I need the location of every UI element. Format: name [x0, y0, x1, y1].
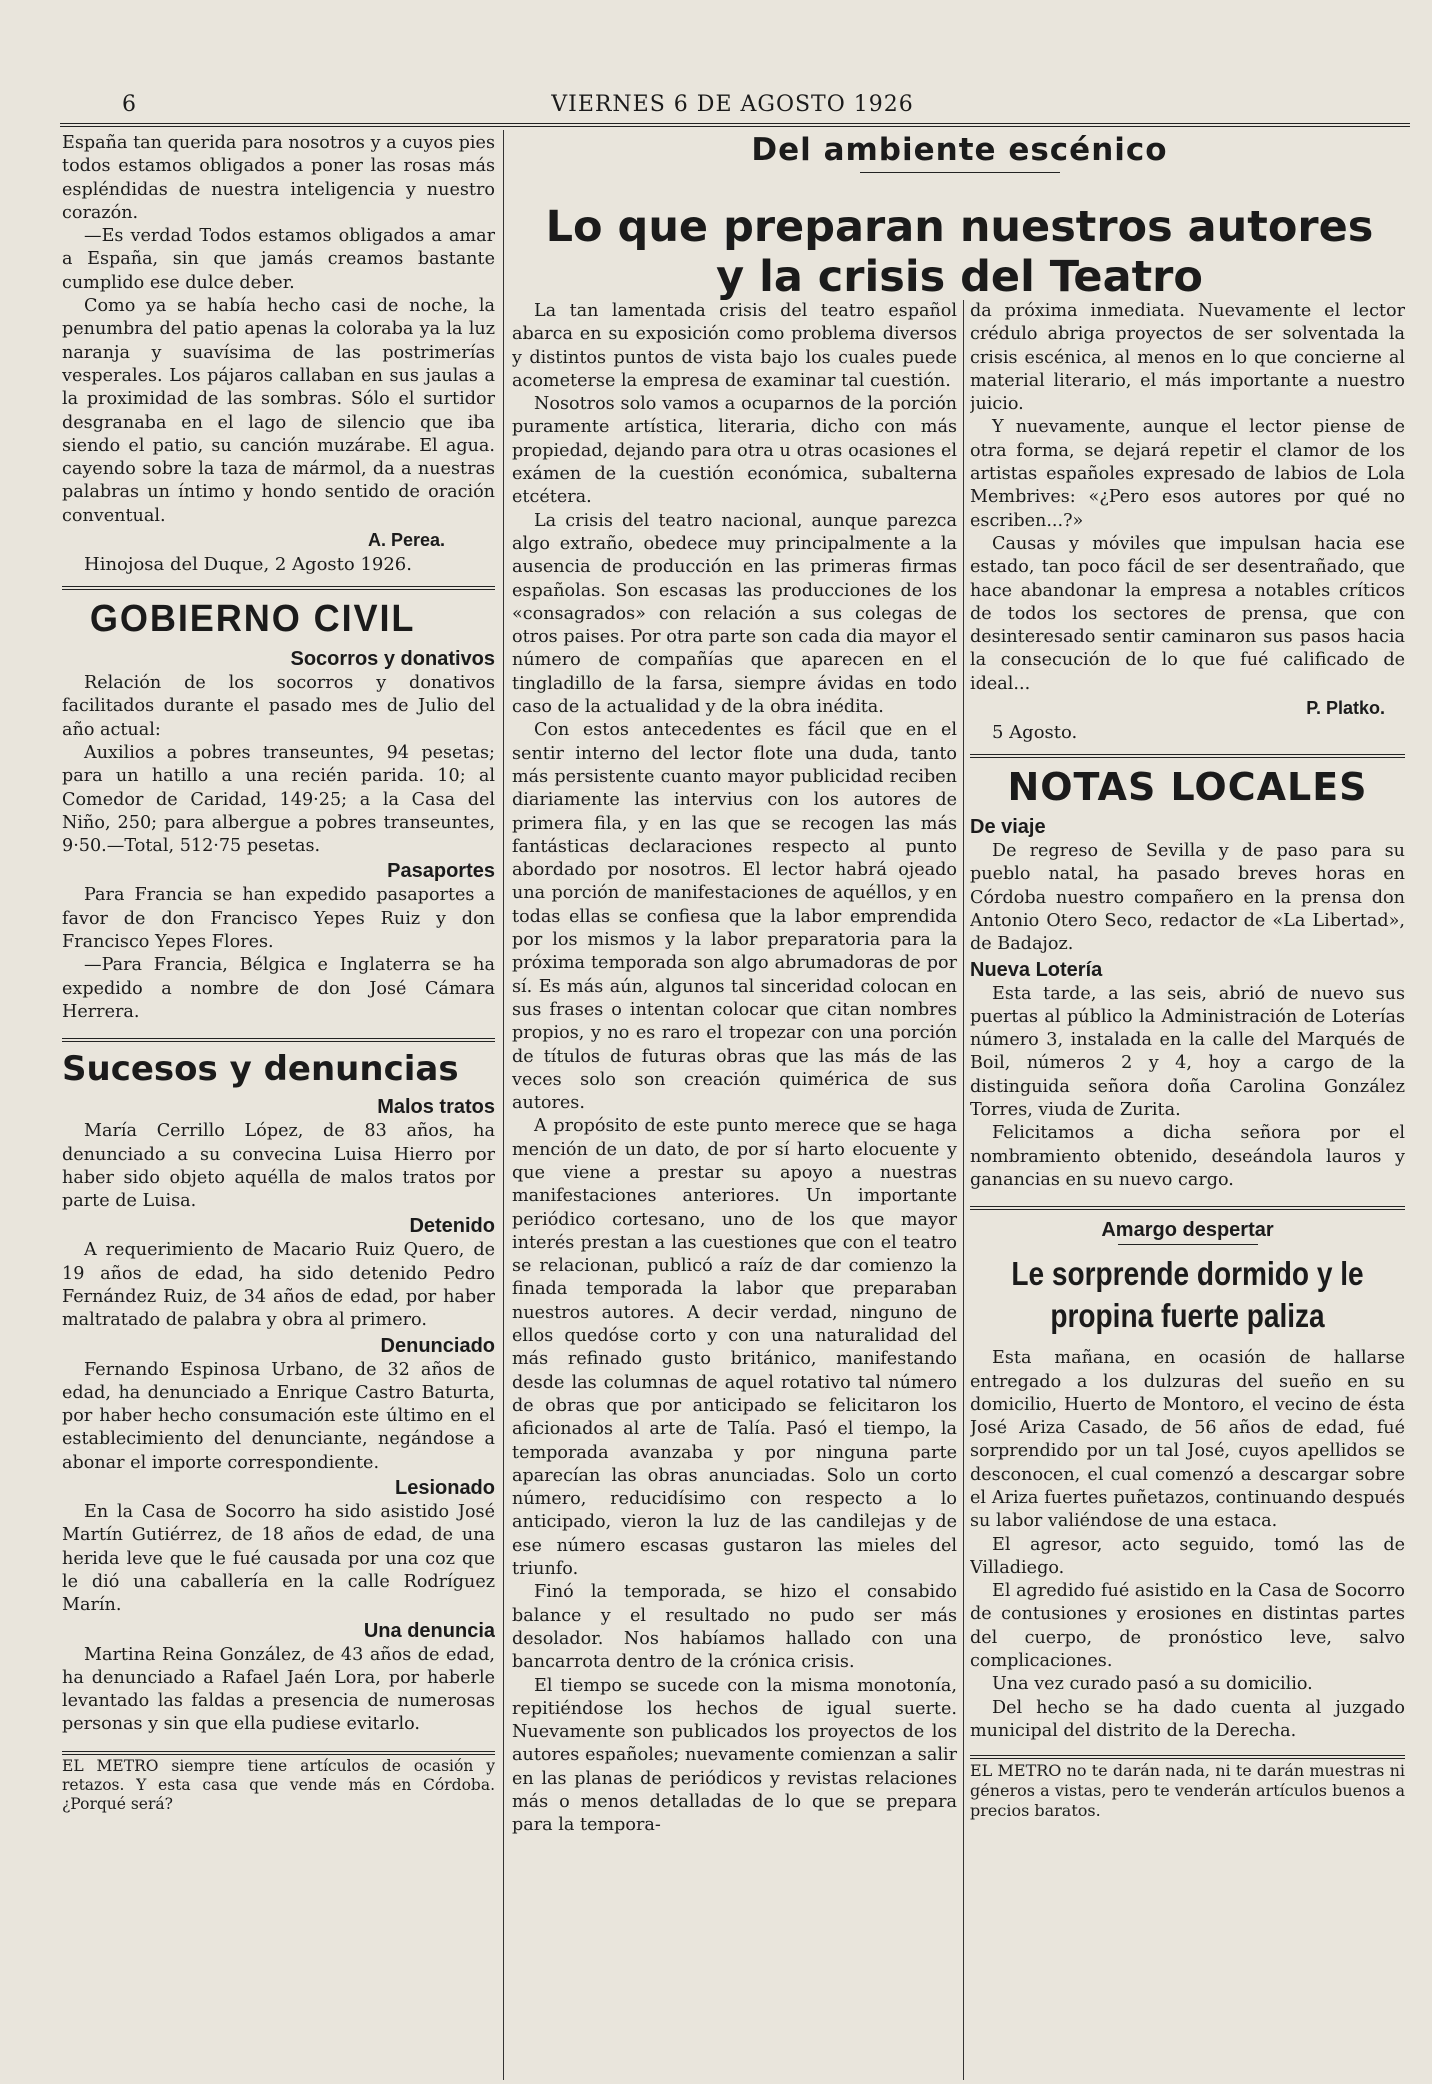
section-rule	[970, 1755, 1405, 1759]
article-paragraph: Relación de los socorros y donativos facilitados durante el pasado mes de Julio del año actual:	[62, 673, 495, 740]
article-paragraph: Nosotros solo vamos a ocuparnos de la porción puramente artística, literaria, dicho con más propiedad, dejando para otra u otras ocasiones el exámen de la cuestión económica, subalterna etcétera.	[512, 394, 957, 508]
kicker-rule	[860, 172, 1060, 173]
metro-ad-left: EL METRO siempre tiene artículos de ocasión y retazos. Y esta casa que vende más en Córdoba. ¿Porqué será?	[62, 1756, 495, 1813]
section-rule	[62, 1038, 495, 1042]
article-paragraph: Causas y móviles que impulsan hacia ese estado, tan poco fácil de ser desentrañado, que hace abandonar la empresa a notables críticos de todos los sectores de prensa, que con desinteresado sentir caminaron sus pasos hacia la consecución de lo que fué calificado de ideal...	[970, 533, 1405, 694]
subheading-de-viaje: De viaje	[970, 816, 1046, 839]
subheading-pasaportes: Pasaportes	[387, 860, 495, 883]
kicker-rule	[1118, 1244, 1258, 1245]
article-paragraph: El agresor, acto seguido, tomó las de Villadiego.	[970, 1534, 1405, 1578]
subheading-lesionado: Lesionado	[394, 1477, 495, 1500]
article-paragraph: Esta mañana, en ocasión de hallarse entregado a los dulzuras del sueño en su domicilio, Huerto de Montoro, el vecino de ésta José Ariza Casado, de 56 años de edad, fué sorprendido por un tal José, cuyos apellidos se desconocen, el cual comenzó a descargar sobre el Ariza fuertes puñetazos, continuando después su labor valiéndose de una estaca.	[970, 1348, 1405, 1532]
subheading-nueva-loteria: Nueva Lotería	[970, 958, 1103, 981]
section-rule	[62, 586, 495, 590]
article-paragraph: En la Casa de Socorro ha sido asistido José Martín Gutiérrez, de 18 años de edad, de una herida leve que le fué causada por una coz que le dió una caballería en la calle Rodríguez Marín.	[62, 1502, 495, 1616]
header-rule	[60, 123, 1410, 127]
article-paragraph: María Cerrillo López, de 83 años, ha denunciado a su convecina Luisa Hierro por haber sido objeto aquélla de malos tratos por parte de Luisa.	[62, 1121, 495, 1212]
page-number: 6	[122, 92, 136, 117]
author-signature: A. Perea.	[367, 530, 445, 551]
column-divider-2	[963, 300, 964, 2080]
notas-locales-title: NOTAS LOCALES	[1007, 765, 1368, 810]
gobierno-civil-title: GOBIERNO CIVIL	[89, 598, 416, 641]
author-signature: P. Platko.	[1306, 698, 1385, 719]
article-paragraph: Esta tarde, a las seis, abrió de nuevo sus puertas al público la Administración de Loterías número 3, instalada en la calle del Marqués de Boil, números 2 y 4, hoy a cargo de la distinguida señora doña Carolina González Torres, viuda de Zurita.	[970, 983, 1405, 1121]
column-2	[512, 300, 957, 2077]
main-headline	[512, 202, 1407, 302]
section-rule	[970, 1206, 1405, 1210]
article-paragraph: Finó la temporada, se hizo el consabido balance y el resultado no pudo ser más desolador. Nos habíamos hallado con una bancarrota dentro de la crónica crisis.	[512, 1582, 957, 1673]
section-kicker: Del ambiente escénico	[751, 132, 1168, 168]
column-3	[970, 300, 1405, 2077]
subheading-denunciado: Denunciado	[380, 1334, 495, 1357]
article-paragraph: A requerimiento de Macario Ruiz Quero, de 19 años de edad, ha sido detenido Pedro Fernández Ruiz, de 34 años de edad, por haber maltratado de palabra y obra al primero.	[62, 1240, 495, 1331]
amargo-kicker: Amargo despertar	[1101, 1219, 1274, 1242]
article-paragraph: La tan lamentada crisis del teatro español abarca en su exposición como problema diversos y distintos puntos de vista bajo los cuales puede acometerse la empresa de examinar tal cuestión.	[512, 301, 957, 391]
headline-line-1: Le sorprende dormido y le	[1011, 1255, 1364, 1293]
section-rule	[970, 754, 1405, 758]
article-paragraph: Como ya se había hecho casi de noche, la penumbra del patio apenas la coloraba ya la luz naranja y suavísima de las postrimerías vesperales. Los pájaros callaban en sus jaulas a la proximidad de las sombras. Sólo el surtidor desgranaba en el lago de silencio que iba siendo el patio, su canción muzárabe. El agua. cayendo sobre la taza de mármol, da a nuestras palabras un íntimo y hondo sentido de oración conventual.	[62, 296, 495, 526]
metro-ad-right: EL METRO no te darán nada, ni te darán muestras ni géneros a vistas, pero te venderán artículos buenos a precios baratos.	[970, 1761, 1405, 1821]
article-paragraph: La crisis del teatro nacional, aunque parezca algo extraño, obedece muy principalmente a la ausencia de producción en las primeras firmas españolas. Son escasas las producciones de los «consagrados» con relación a sus colegas de otros paises. Por otra parte son cada dia mayor el número de compañías que aparecen en el tingladillo de la farsa, siempre ávidas en todo caso de la actualidad y de la obra inédita.	[512, 510, 957, 718]
sucesos-title: Sucesos y denuncias	[62, 1049, 459, 1090]
article-paragraph: España tan querida para nosotros y a cuyos pies todos estamos obligados a poner las rosas más espléndidas de nuestra inteligencia y nuestro corazón.	[62, 133, 495, 223]
headline-line-2: propina fuerte paliza	[1050, 1297, 1325, 1335]
subheading-detenido: Detenido	[409, 1215, 495, 1238]
article-paragraph: Martina Reina González, de 43 años de edad, ha denunciado a Rafael Jaén Lora, por haberle levantado las faldas a presencia de numerosas personas y sin que ella pudiese evitarlo.	[62, 1644, 495, 1735]
article-paragraph: Para Francia se han expedido pasaportes a favor de don Francisco Yepes Ruiz y don Francisco Yepes Flores.	[62, 885, 495, 953]
article-paragraph: De regreso de Sevilla y de paso para su pueblo natal, ha pasado breves horas en Córdoba nuestro compañero en la prensa don Antonio Otero Seco, redactor de «La Libertad», de Badajoz.	[970, 841, 1405, 955]
sorprende-headline	[1003, 1253, 1373, 1337]
page-header	[60, 92, 1405, 122]
column-divider-1	[503, 130, 504, 2080]
subheading-malos-tratos: Malos tratos	[377, 1096, 495, 1119]
article-paragraph: Con estos antecedentes es fácil que en el sentir interno del lector flote una duda, tanto más persistente cuanto mayor publicidad reciben diariamente las intervius con los autores de primera fila, y en las que se recogen las más fantásticas declaraciones respecto al punto abordado por nosotros. El lector habrá ojeado una porción de manifestaciones de aquéllos, y en todas ellas se confiesa que la labor emprendida por los mismos y la labor preparatoria para la próxima temporada son algo abrumadoras de por sí. Es más aún, algunos tal sinceridad colocan en sus frases o intentan colocar que citan nombres propios, y no es raro el tropezar con una porción de títulos de futuras obras que las más de las veces solo son creación quimérica de sus autores.	[512, 720, 957, 1114]
subheading-socorros: Socorros y donativos	[290, 648, 495, 671]
article-paragraph: da próxima inmediata. Nuevamente el lector crédulo abriga proyectos de ser solventada la crisis escénica, al menos en lo que concierne al material literario, el más importante a nuestro juicio.	[970, 301, 1405, 415]
article-paragraph: —Para Francia, Bélgica e Inglaterra se ha expedido a nombre de don José Cámara Herrera.	[62, 955, 495, 1022]
article-date: 5 Agosto.	[992, 722, 1078, 744]
section-rule	[62, 1751, 495, 1755]
article-paragraph: Fernando Espinosa Urbano, de 32 años de edad, ha denunciado a Enrique Castro Baturta, por haber hecho consumación este último en el establecimiento del denunciante, negándose a abonar el importe correspondiente.	[62, 1359, 495, 1473]
subheading-una-denuncia: Una denuncia	[363, 1619, 495, 1642]
place-date: Hinojosa del Duque, 2 Agosto 1926.	[84, 554, 412, 576]
headline-line-2: y la crisis del Teatro	[716, 252, 1203, 302]
article-paragraph: Una vez curado pasó a su domicilio.	[992, 1674, 1313, 1695]
article-paragraph: Auxilios a pobres transeuntes, 94 pesetas; para un hatillo a una recién parida. 10; al Comedor de Caridad, 149·25; a la Casa del Niño, 250; para albergue a pobres transeuntes, 9·50.—Total, 512·75 pesetas.	[62, 742, 495, 857]
article-paragraph: El tiempo se sucede con la misma monotonía, repitiéndose los hechos de igual suerte. Nuevamente son publicados los proyectos de los autores españoles; nuevamente comienzan a salir en las planas de periódicos y revistas relaciones más o menos detalladas de lo que se prepara para la tempora-	[512, 1675, 957, 1836]
article-paragraph: Del hecho se ha dado cuenta al juzgado municipal del distrito de la Derecha.	[970, 1697, 1405, 1741]
article-paragraph: Y nuevamente, aunque el lector piense de otra forma, se dejará repetir el clamor de los artistas españoles expresado de labios de Lola Membrives: «¿Pero esos autores por qué no escriben...?»	[970, 417, 1405, 531]
article-paragraph: —Es verdad Todos estamos obligados a amar a España, sin que jamás creamos bastante cumplido ese dulce deber.	[62, 226, 495, 293]
headline-line-1: Lo que preparan nuestros autores	[545, 202, 1374, 252]
column-1	[62, 132, 495, 2077]
article-paragraph: El agredido fué asistido en la Casa de Socorro de contusiones y erosiones en distintas partes del cuerpo, de pronóstico leve, salvo complicaciones.	[970, 1581, 1405, 1672]
article-paragraph: A propósito de este punto merece que se haga mención de un dato, de por sí harto elocuente y que viene a prestar su apoyo a nuestras manifestaciones anteriores. Un importante periódico cortesano, uno de los que mayor interés prestan a las cuestiones que con el teatro se relacionan, publicó a raíz de dar comienzo la finada temporada la labor que preparaban nuestros autores. A decir verdad, ninguno de ellos quedóse corto y con una naturalidad del más refinado gusto británico, manifestando desde las columnas de aquel rotativo tal número de obras que por anticipado se felicitaron los aficionados al arte de Talía. Pasó el tiempo, la temporada avanzaba y por ninguna parte aparecían las obras anunciadas. Solo un corto número, reducidísimo con respecto a lo anticipado, vieron la luz de las candilejas y de ese número escasas gustaron las mieles del triunfo.	[512, 1116, 957, 1580]
issue-date: VIERNES 6 DE AGOSTO 1926	[551, 92, 914, 117]
article-paragraph: Felicitamos a dicha señora por el nombramiento obtenido, deseándola lauros y ganancias en su nuevo cargo.	[970, 1123, 1405, 1190]
